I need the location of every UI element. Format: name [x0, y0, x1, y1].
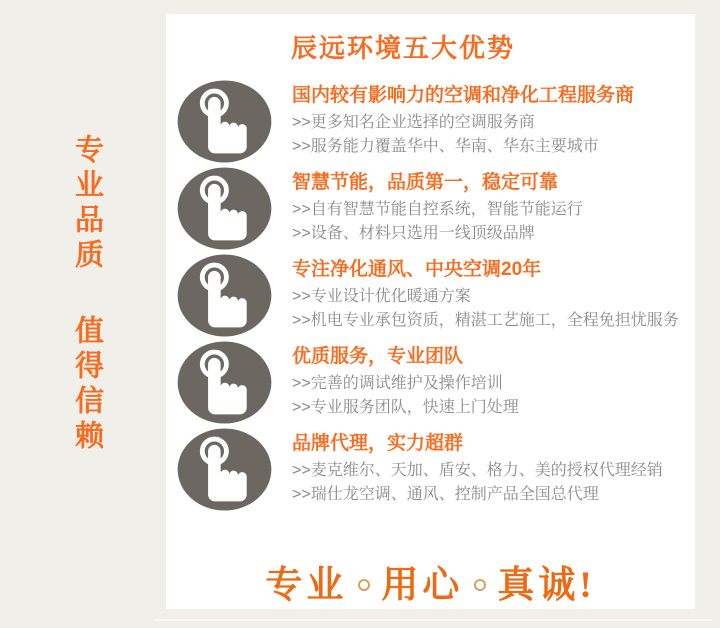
advantage-point: >>服务能力覆盖华中、华南、华东主要城市: [292, 137, 599, 155]
advantage-text: [292, 340, 682, 419]
advantage-text: [292, 253, 682, 332]
advantage-text: [292, 427, 682, 506]
advantage-row: [176, 79, 682, 164]
advantage-row: [176, 166, 682, 251]
advantage-point: >>自有智慧节能自控系统，智能节能运行: [292, 201, 583, 218]
advantage-heading: 专注净化通风、中央空调20年: [292, 259, 542, 280]
ring-dot-icon: [358, 579, 370, 591]
tagline-word: 专业: [265, 565, 348, 606]
advantage-row: [176, 253, 682, 338]
tap-hand-icon: [176, 166, 273, 251]
advantage-point: >>设备、材料只选用一线顶级品牌: [292, 224, 535, 242]
tagline-word: 用心: [381, 565, 464, 606]
advantage-heading: 优质服务，专业团队: [292, 346, 464, 367]
ring-dot-icon: [474, 579, 486, 591]
advantage-text: [292, 79, 682, 158]
advantage-heading: 国内较有影响力的空调和净化工程服务商: [292, 85, 635, 106]
advantage-point: >>完善的调试维护及操作培训: [292, 375, 503, 392]
tap-hand-icon: [176, 253, 273, 338]
tap-hand-icon: [176, 79, 273, 164]
tagline-word: 真诚!: [497, 565, 596, 606]
advantage-point: >>机电专业承包资质，精湛工艺施工，全程免担忧服务: [292, 311, 679, 329]
vertical-slogan-line1: 专业品质: [71, 134, 103, 274]
tap-hand-icon: [176, 427, 273, 512]
advantage-heading: 品牌代理，实力超群: [292, 433, 464, 454]
tap-hand-icon: [176, 340, 273, 425]
vertical-slogan-line2: 值得信赖: [71, 315, 103, 455]
advantage-point: >>专业设计优化暖通方案: [292, 288, 471, 305]
advantage-point: >>瑞仕龙空调、通风、控制产品全国总代理: [292, 485, 599, 503]
page-title: 辰远环境五大优势: [291, 33, 516, 63]
advantage-point: >>更多知名企业选择的空调服务商: [292, 114, 535, 131]
advantage-point: >>麦克维尔、天加、盾安、格力、美的授权代理经销: [292, 462, 663, 479]
advantage-row: [176, 340, 682, 425]
advantage-heading: 智慧节能，品质第一，稳定可靠: [292, 172, 559, 193]
advantage-row: [176, 427, 682, 512]
tagline: [166, 554, 695, 608]
advantage-text: [292, 166, 682, 245]
bottom-divider: [155, 619, 712, 621]
advantage-point: >>专业服务团队，快速上门处理: [292, 398, 519, 416]
